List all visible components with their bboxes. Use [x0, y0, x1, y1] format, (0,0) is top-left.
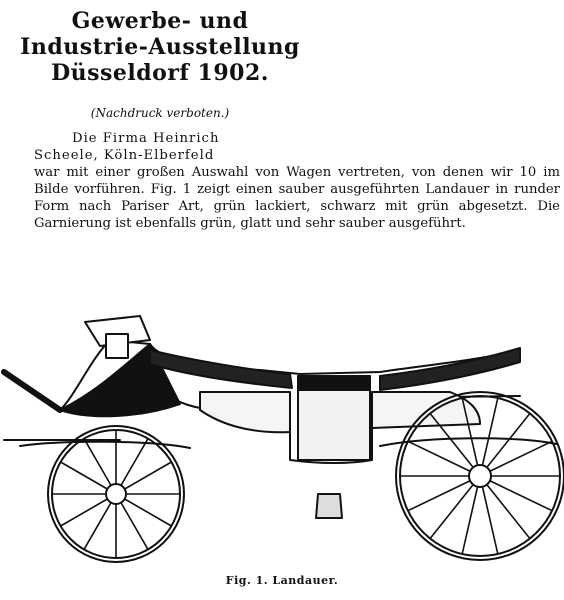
body-paragraph: war mit einer großen Auswahl von Wagen vertreten, von denen wir 10 im Bilde vorführen. Fig. 1 zeigt einen sauber ausgeführten Landauer in runder Form nach Pariser Art, grün lackiert, schwarz mit grün abgesetzt. Die Garnierung ist ebenfalls grün, glatt und sehr sauber ausgeführt. — [34, 165, 560, 231]
firm-line-1: Die Firma Heinrich — [72, 131, 220, 146]
wheel-spoke — [482, 398, 497, 465]
figure-caption: Fig. 1. Landauer. — [225, 574, 339, 587]
wheel-spoke — [462, 487, 477, 554]
wheel-spoke — [482, 487, 497, 554]
article-body — [34, 130, 560, 232]
firm-line-2: Scheele, Köln-Elberfeld — [34, 148, 215, 163]
wheel-spoke — [490, 441, 552, 471]
title-line-1: Gewerbe- und — [71, 8, 249, 34]
wheel-spoke — [487, 485, 530, 539]
title-line-2: Industrie-Ausstellung — [20, 34, 300, 60]
article-heading — [0, 8, 320, 86]
reprint-note: (Nachdruck verboten.) — [90, 106, 230, 120]
title-line-3: Düsseldorf 1902. — [51, 60, 269, 86]
landau-carriage-illustration — [0, 300, 564, 570]
wheel-spoke — [408, 441, 470, 471]
wheel-spoke — [408, 481, 470, 511]
wheel-spoke — [490, 481, 552, 511]
wheel-spoke — [430, 485, 473, 539]
